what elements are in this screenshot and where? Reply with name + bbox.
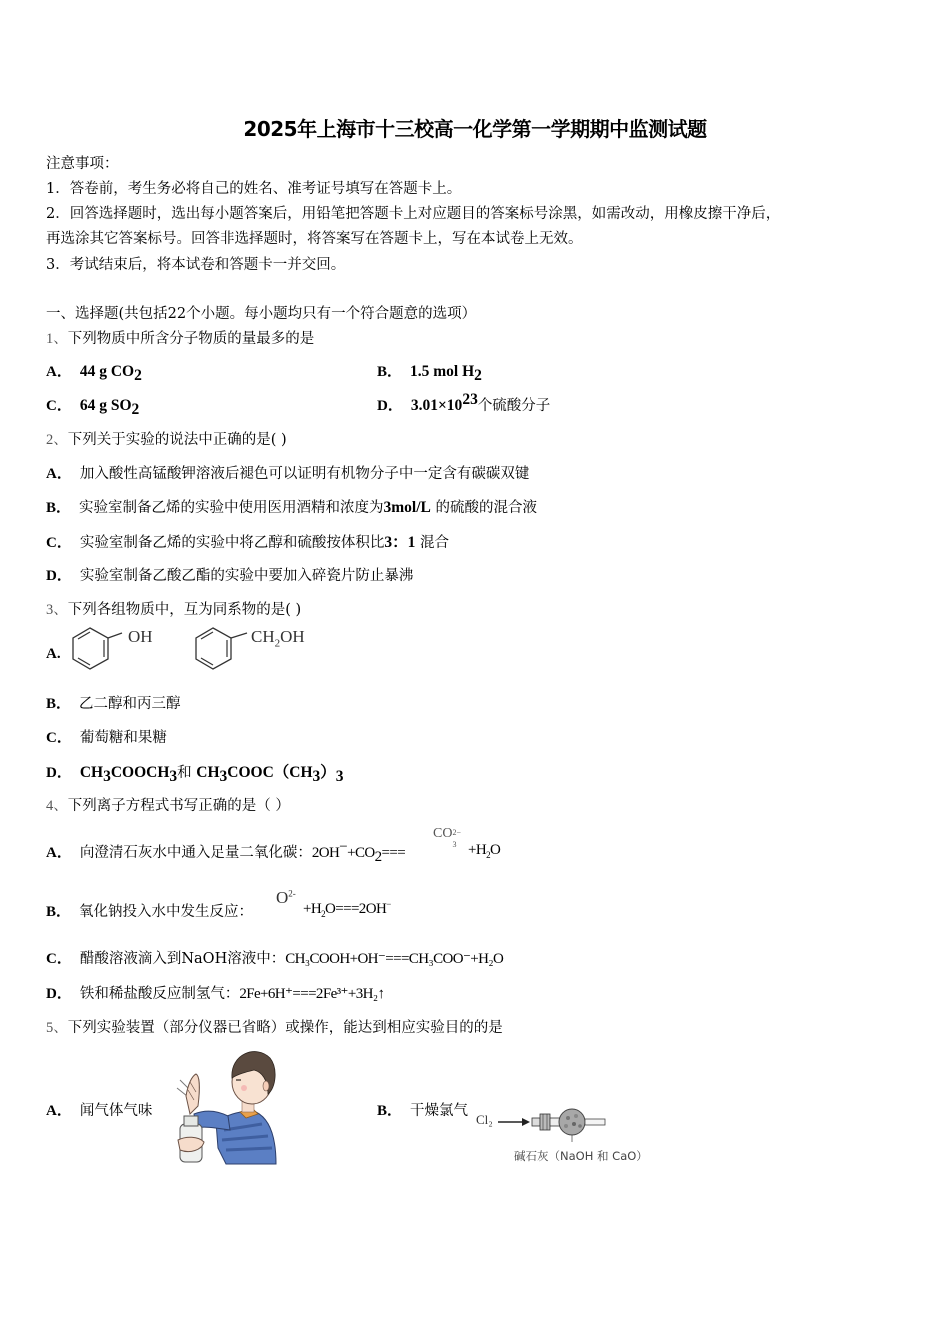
page-title: 2025年上海市十三校高一化学第一学期期中监测试题 (243, 117, 707, 141)
q3-option-a-label: A. (46, 646, 61, 662)
q5-option-a: A． 闻气体气味 (46, 1103, 153, 1119)
question-4 (46, 794, 290, 815)
notice-item-2: 2．回答选择题时，选出每小题答案后，用铅笔把答题卡上对应题目的答案标号涂黑，如需改动，用橡皮擦干净后， (46, 206, 781, 222)
question-stem: 下列离子方程式书写正确的是（ ） (67, 798, 290, 814)
q4-option-a-eq-tail: $+H_2O$ (468, 842, 501, 860)
question-number: 3、 (46, 602, 68, 618)
benzene-ring-icon (195, 625, 255, 675)
boy-smelling-gas-illustration (172, 1044, 282, 1166)
phenol-structure: OH (72, 625, 172, 675)
q1-option-c: C． 64 g $SO_2$ (46, 397, 140, 418)
q1-option-a: A． 44 g $CO_2$ (46, 363, 142, 384)
chlorine-gas-label: Cl₂ (476, 1112, 493, 1127)
question-5 (46, 1016, 503, 1037)
q3-option-c: C． 葡萄糖和果糖 (46, 730, 167, 746)
notice-heading: 注意事项： (46, 156, 119, 172)
benzyl-alcohol-structure: $CH_2OH$ (195, 625, 255, 675)
q2-option-a: A． 加入酸性高锰酸钾溶液后褪色可以证明有机物分子中一定含有碳碳双键 (46, 466, 530, 482)
question-number: 4、 (46, 798, 68, 814)
q4-option-b-eq: $+H_2O===2OH^-$ (303, 899, 391, 919)
q5-option-b: B． 干燥氯气 (377, 1103, 469, 1119)
question-stem: 下列物质中所含分子物质的量最多的是 (67, 331, 315, 347)
carbonate-ion-formula: CO 2− 3 (433, 826, 461, 849)
q4-option-b: B． 氧化钠投入水中发生反应： (46, 904, 254, 920)
q2-option-d: D． 实验室制备乙酸乙酯的实验中要加入碎瓷片防止暴沸 (46, 568, 414, 584)
section-heading: 一、选择题(共包括22个小题。每小题均只有一个符合题意的选项） (46, 306, 477, 322)
boy-fanning-bottle-icon (172, 1044, 282, 1166)
q4-option-c: C． 醋酸溶液滴入到NaOH溶液中：CH₃COOH+OH⁻===CH₃COO⁻+H₂O (46, 951, 504, 967)
question-stem: 下列关于实验的说法中正确的是( ) (67, 432, 287, 448)
q2-option-c: C． 实验室制备乙烯的实验中将乙醇和硫酸按体积比3：1 混合 (46, 534, 449, 551)
benzene-ring-icon (72, 625, 172, 675)
question-1 (46, 327, 314, 348)
question-2 (46, 428, 287, 449)
q4-option-a: A． 向澄清石灰水中通入足量二氧化碳：$2OH^-+CO_2===$ (46, 839, 406, 865)
question-number: 5、 (46, 1020, 68, 1036)
q4-option-d: D． 铁和稀盐酸反应制氢气：2Fe+6H⁺===2Fe³⁺+3H₂↑ (46, 986, 385, 1002)
oxide-ion-formula: $O^{2-}$ (276, 888, 296, 907)
question-stem: 下列各组物质中，互为同系物的是( ) (67, 602, 302, 618)
q1-option-b: B． 1.5 mol $H_2$ (377, 363, 482, 384)
question-number: 2、 (46, 432, 68, 448)
question-stem: 下列实验装置（部分仪器已省略）或操作，能达到相应实验目的的是 (67, 1020, 503, 1036)
question-3 (46, 598, 301, 619)
notice-item-1: 1．答卷前，考生务必将自己的姓名、准考证号填写在答题卡上。 (46, 181, 462, 197)
notice-item-2-cont: 再选涂其它答案标号。回答非选择题时，将答案写在答题卡上，写在本试卷上无效。 (46, 231, 583, 247)
question-number: 1、 (46, 331, 68, 347)
drying-tube-icon (496, 1102, 606, 1142)
notice-item-3: 3．考试结束后，将本试卷和答题卡一并交回。 (46, 257, 346, 273)
soda-lime-caption: 碱石灰（NaOH 和 CaO） (514, 1149, 648, 1163)
q3-option-d: D． $CH_3COOCH_3$和 $CH_3COOC(CH_3)_3$ (46, 764, 344, 785)
q1-option-d: D． $3.01\times 10^{23}$个硫酸分子 (377, 391, 551, 414)
q2-option-b: B． 实验室制备乙烯的实验中使用医用酒精和浓度为3mol/L 的硫酸的混合液 (46, 499, 537, 516)
q3-option-b: B． 乙二醇和丙三醇 (46, 696, 181, 712)
